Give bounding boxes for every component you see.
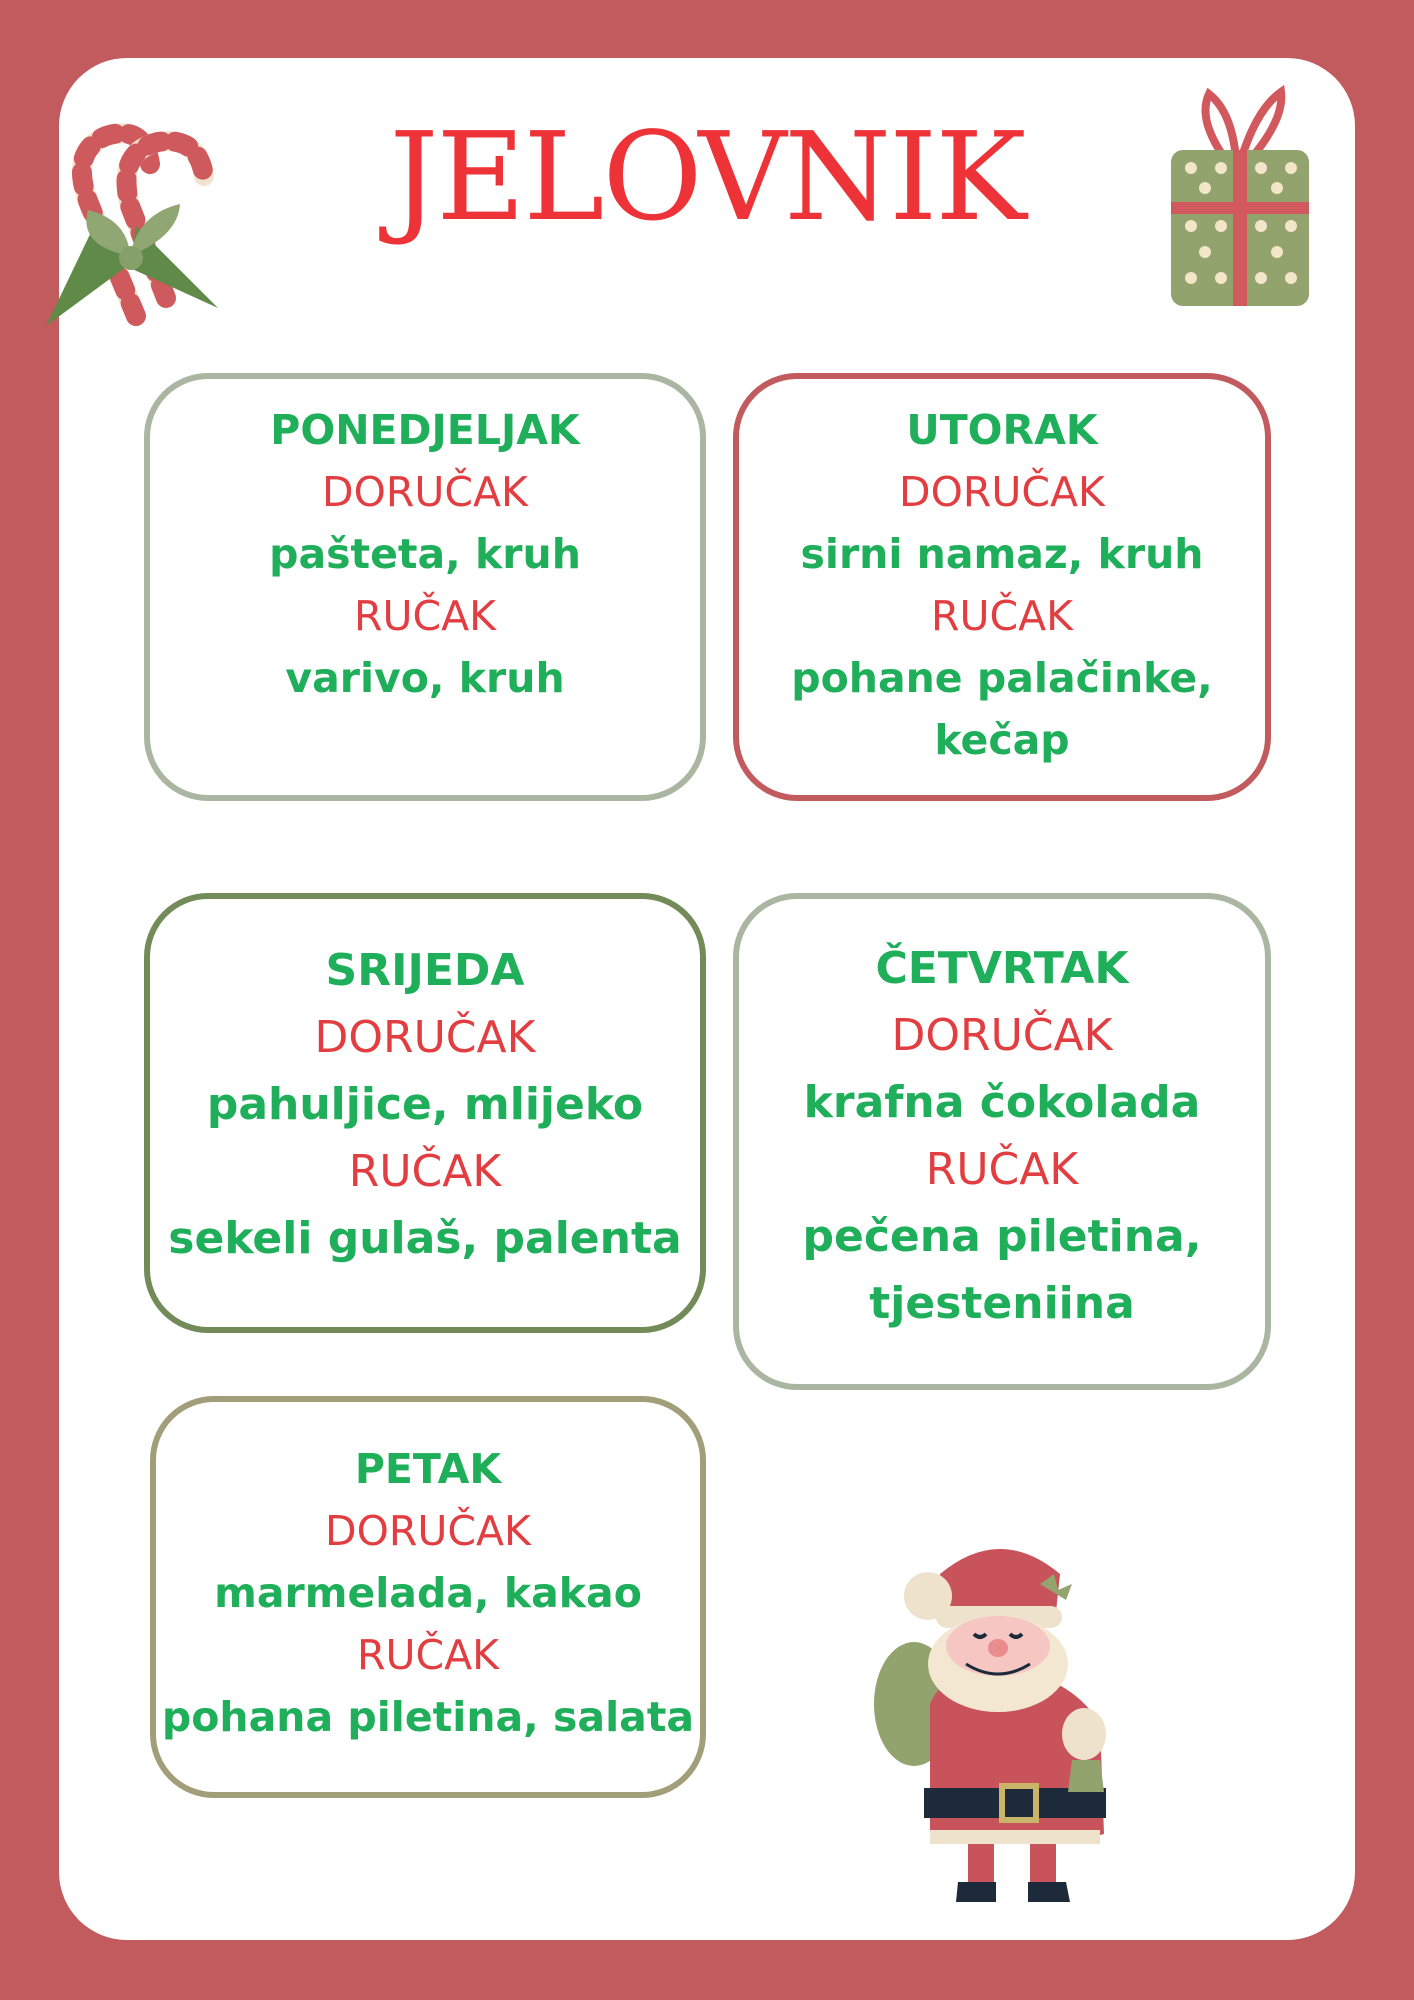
day-card-friday [150,1396,706,1798]
breakfast-items: marmelada, kakao [214,1569,642,1617]
santa-claus-icon [870,1534,1138,1906]
breakfast-label: DORUČAK [899,468,1105,516]
day-card-wednesday [144,893,706,1333]
breakfast-items: krafna čokolada [803,1077,1201,1128]
breakfast-label: DORUČAK [891,1010,1113,1061]
day-title: PETAK [354,1445,502,1493]
lunch-label: RUČAK [925,1144,1079,1195]
breakfast-items: pašteta, kruh [269,530,581,578]
lunch-items: pohane palačinke, [791,654,1213,702]
day-card-monday [144,373,706,801]
lunch-items: pečena piletina, [802,1211,1202,1262]
lunch-items: sekeli gulaš, palenta [168,1213,682,1264]
lunch-items-continued: tjesteniina [869,1278,1135,1329]
day-card-thursday [733,893,1271,1390]
lunch-label: RUČAK [930,592,1074,640]
lunch-items: varivo, kruh [285,654,565,702]
menu-title: JELOVNIK [389,106,1025,248]
day-title: SRIJEDA [325,945,525,996]
breakfast-label: DORUČAK [325,1507,531,1555]
lunch-items-continued: kečap [934,716,1070,764]
day-card-tuesday [733,373,1271,801]
gift-box-icon [1165,84,1315,314]
day-title: UTORAK [906,406,1098,454]
candy-cane-icon [18,86,223,326]
day-title: PONEDJELJAK [270,406,580,454]
breakfast-items: sirni namaz, kruh [800,530,1204,578]
day-title: ČETVRTAK [875,943,1129,994]
breakfast-label: DORUČAK [314,1012,536,1063]
lunch-items: pohana piletina, salata [161,1693,695,1741]
breakfast-items: pahuljice, mlijeko [206,1079,644,1130]
breakfast-label: DORUČAK [322,468,528,516]
lunch-label: RUČAK [353,592,497,640]
lunch-label: RUČAK [348,1146,502,1197]
lunch-label: RUČAK [356,1631,500,1679]
